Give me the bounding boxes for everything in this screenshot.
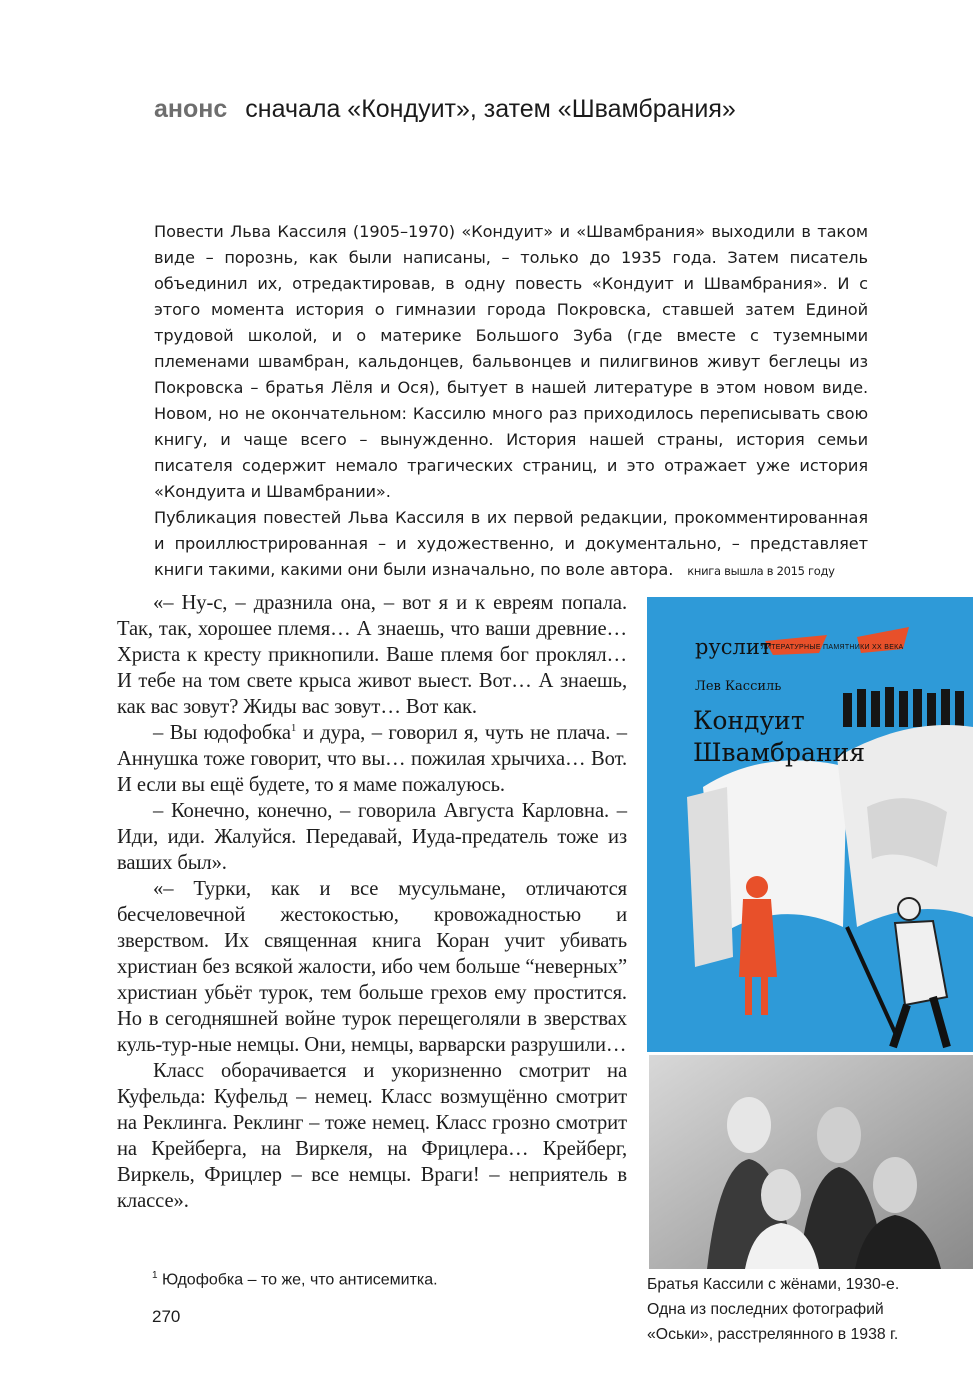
excerpt-paragraph-2-start: – Вы юдофобка [153, 722, 291, 744]
cover-title-line-2: Швамбрания [693, 738, 866, 767]
excerpt-paragraph-3: – Конечно, конечно, – говорила Августа Карловна. – Иди, иди. Жалуйся. Передавай, Иуда-предатель тоже из ваших был». [117, 800, 627, 874]
excerpt-paragraph-1: «– Ну-с, – дразнила она, – вот я и к евреям попала. Так, так, хорошее племя… А знаешь, что ваши древние… Христа к кресту прикнопили. Ваше племя бог проклял… И тебе на том свете крыса живот выест. Вот… А знаешь, как вас зовут? Жиды вас зовут… Вот как. [117, 592, 627, 718]
section-header [154, 92, 736, 126]
intro-paragraph-2-text: Публикация повестей Льва Кассиля в их первой редакции, прокомментированная и проиллюстрированная – и художественно, и документально, – представляет книги такими, какими они были изначально, по воле автора. [154, 508, 868, 579]
cover-author: Лев Кассиль [695, 679, 782, 694]
announcement-text [154, 219, 868, 584]
footnote-number: 1 [152, 1270, 158, 1281]
intro-paragraph-1: Повести Льва Кассиля (1905–1970) «Кондуит» и «Швамбрания» выходили в таком виде – порознь, как были написаны, – только до 1935 года. Затем писатель объединил их, отредактировав, в одну повесть «Кондуит и Швамбрания». И с этого момента история о гимназии города Покровска, ставшей затем Единой трудовой школой, и о материке Большого Зуба (где вместе с туземными племенами швамбран, кальдонцев, бальвонцев и пилигвинов живут беглецы из Покровска – братья Лёля и Ося), бытует в нашей литературе в этом новом виде. Новом, но не окончательном: Кассилю много раз приходилось переписывать свою книгу, и чаще всего – вынужденно. История нашей страны, история семьи писателя содержит немало трагических страниц, и это отражает уже история «Кондуита и Швамбрании». [154, 222, 868, 501]
section-tag: анонс [154, 95, 228, 123]
cover-illustration [647, 597, 973, 1052]
photo-image [649, 1055, 973, 1269]
caption-line-2: Одна из последних фотографий [647, 1301, 884, 1318]
cover-series: ЛИТЕРАТУРНЫЕ ПАМЯТНИКИ XX ВЕКА [761, 644, 904, 651]
family-photo [649, 1055, 973, 1269]
caption-line-1: Братья Кассили с жёнами, 1930-е. [647, 1276, 900, 1293]
footnote-text: Юдофобка – то же, что антисемитка. [157, 1271, 438, 1289]
footnote-marker[interactable]: 1 [290, 722, 297, 735]
publication-note: книга вышла в 2015 году [687, 564, 835, 578]
excerpt-paragraph-4: «– Турки, как и все мусульмане, отличаются бесчеловечной жестокостью, кровожадностью и зверством. Их священная книга Коран учит убивать христиан без всякой жалости, ибо чем больше “неверных” христиан убьёт турок, тем больше грехов ему простится. Но в сегодняшней войне турок перещеголяли в зверствах куль-тур-ные немцы. Они, немцы, варварски разрушили… [117, 878, 627, 1056]
cover-title-line-1: Кондуит [693, 706, 805, 735]
excerpt-paragraph-2-end: и дура, – говорил я, чуть не плача. – Аннушка тоже говорит, что вы… пожилая хрычиха… Вот. И если вы ещё будете, то я маме пожалуюсь. [117, 722, 627, 796]
excerpt-text [117, 590, 627, 1214]
photo-caption [647, 1272, 967, 1347]
excerpt-paragraph-5: Класс оборачивается и укоризненно смотрит на Куфельда: Куфельд – немец. Класс возмущённо смотрит на Реклинга. Реклинг – тоже немец. Класс грозно смотрит на Крейберга, на Виркеля, на Фрицлера… Крейберг, Виркель, Фрицлер – все немцы. Враги! – неприятель в классе». [117, 1060, 627, 1212]
cover-brand: руслит [695, 635, 772, 659]
page-number: 270 [152, 1307, 181, 1326]
caption-line-3: «Оськи», расстрелянного в 1938 г. [647, 1326, 899, 1343]
cover-title [693, 705, 865, 769]
footnote [152, 1265, 438, 1291]
book-cover [647, 597, 973, 1052]
section-title: сначала «Кондуит», затем «Швамбрания» [245, 95, 736, 123]
intro-paragraph-2 [154, 505, 868, 584]
excerpt-paragraph-2 [117, 720, 627, 798]
